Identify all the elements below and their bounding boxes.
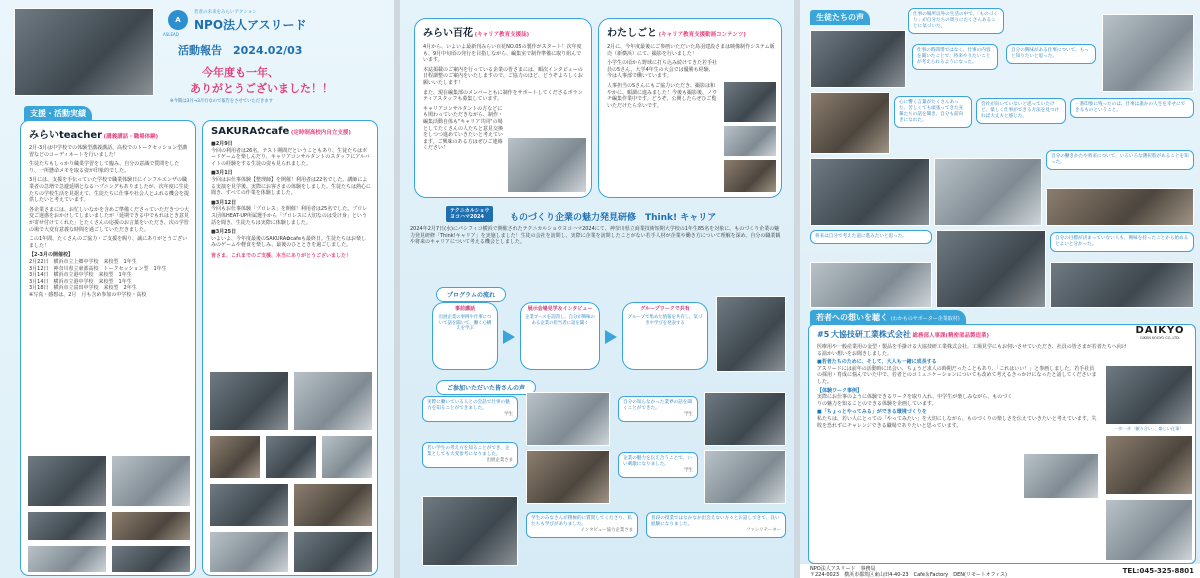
students-tab: 生徒たちの声 — [810, 10, 870, 25]
student-voice-bubble: 会社が向いていないと思っていたけど、楽しく仕事ができる方法を見つければ大丈夫と感じた。 — [976, 98, 1066, 124]
mirai-subtitle: (講義講話・職場体験) — [103, 134, 159, 140]
voice-bubble: 学生のみなさんが積極的に質問してくださり、私たちも学びがありました。 インタビュー協力企業さま — [526, 512, 638, 538]
hyakka-title: みらい百花 — [423, 28, 473, 39]
voice-bubble: 企業の魅力を伝え合うことで、いい刺激になりました。 学生 — [618, 452, 698, 478]
students-photo — [1102, 14, 1194, 92]
cafe-photo — [293, 371, 373, 431]
schedule-title: 【2-3月の開催校】 — [29, 252, 74, 259]
panel-right — [800, 0, 1200, 578]
classroom-photo — [111, 545, 191, 573]
event-photo — [704, 392, 786, 446]
panel-left — [0, 0, 394, 578]
students-photo — [810, 158, 930, 226]
mirai-p4: 各企業さまには、お忙しいなかを含めご準備くださっていただきつつ大変ご迷惑をおかけしてしまいましたが「延期できる中でもれはとき意見が寄せ付けてくれた」とたくさんの応援のお言葉をいただき、次の学習の場で大変有意義な時間を過ごしていただきました。 — [29, 206, 190, 233]
flow-arrow-icon — [503, 330, 515, 344]
footer-address: 〒224-0023 横浜市都筑区東山田4-40-23 Café＆Factory DEN(リモートオフィス) — [810, 572, 1007, 578]
hyakka-p2: 本誌掲載のご案内を行っている企業の皆さまには、順次インタビューの日程調整のご案内をいたしますので、ご協力のほど、どうぞよろしくお願いいたします！ — [423, 66, 583, 86]
mirai-p5: この1年間、たくさんのご協力・ご支援を賜り、誠にありがとうございました！ — [29, 236, 188, 249]
schedule-row: 3月18日 横浜市立富田中学校 来校型 2年生 — [29, 285, 137, 292]
student-voice-bubble: 仕事の場所以外の生活の中で、「ものづくり」が自分たちの周りにたくさんあることに気づいた。 — [908, 8, 1004, 34]
student-voice-bubble: 仕事の時間帯ではなく、仕事の内容を聞いたことで、将来やりたいことが考えられるようになった。 — [912, 44, 998, 70]
factory-photo — [1105, 365, 1193, 425]
wakamono-tab: 若者への想いを聴く (わかものサポーター企業取材) — [810, 310, 966, 325]
schedule-note: ※写真・感想は、2月 月も含め参加の中学校・高校 — [29, 291, 147, 298]
students-photo — [1046, 188, 1194, 226]
voice-bubble: 若い学生の考え方を知ることができ、企業としても大変参考になりました。 出展企業さま — [422, 442, 518, 468]
hyakka-p4: キャリアコンサルタントの方などにも関わっていただきながら、制作・編集活動自体も"キャリア共同"の場としてたくさんの人たちと意見交換をしつつ進めていきたいと考えています。ご興味のある方はぜひご連絡ください！ — [423, 105, 504, 152]
wakamono-p2: アスリードには前年の活動時に出会い、ちょうど求人の時期だったこともあり、「これはいい！」と参画しました。若手社員の採用・育成に悩んでいた中で、若者とのコミュニケーションについても改めて考えるきっかけになったと話してくださいました。 — [817, 365, 1097, 385]
classroom-photo — [27, 511, 107, 541]
flow-step-3: グループワークで共有 グループで集めた情報を共有し、気づきや学びを発表する — [622, 302, 708, 370]
mirai-p3: 3月には、支援を手伝っていた学校で職業体験日にインフルエンザの職業者の急増で急遽延期となるハプニングもありましたが、次年度に生徒たちの学校生活を見据えて、生徒たちに仕事や社会人とふれる機会を提供したいと考えています。 — [29, 177, 189, 204]
report-note: ※今期は3月→3月行なので報告をさせていただきます — [170, 99, 273, 104]
cafe-photo — [293, 483, 373, 527]
sakura-title: SAKURA✿cafe — [211, 126, 290, 137]
hyakka-p1: 4月から、いよいよ最新刊みらい百花NO.05の製作がスタート！次年度も、9月中旬頃の発行を目指しながら、編集室で制作準備に取り組んでいます。 — [423, 44, 582, 64]
factory-photo — [1105, 435, 1193, 495]
wakamono-h1: ■若者たちのために、そして、大人も一緒に成長する — [817, 359, 937, 366]
student-voice-bubble: 将来は自分で考えた道に進みたいと思った。 — [810, 230, 932, 244]
students-photo — [936, 230, 1046, 308]
voice-bubble: 自分の知らなかった業界の話を聞くことができた。 学生 — [618, 396, 698, 422]
event-photo — [526, 450, 610, 504]
student-voice-bubble: 自分の興味がある仕事について、もっと知りたいと思った。 — [1006, 44, 1096, 64]
schedule-row: 3月14日 横浜市立港中学校 来校型 1年生 — [29, 278, 132, 285]
student-voice-bubble: 自分の目標が決まっていない人も、興味を持ったことから始めるとよいと分かった。 — [1050, 232, 1194, 252]
panel-middle — [400, 0, 794, 578]
classroom-photo — [111, 511, 191, 541]
event-photo — [526, 392, 610, 446]
flow-tab: プログラムの流れ — [436, 287, 506, 302]
company-name: 大協技研工業株式会社 — [830, 330, 911, 339]
org-name: NPO法人アスリード — [194, 18, 307, 32]
hyakka-box — [414, 18, 592, 198]
footer — [800, 564, 1200, 578]
daikyo-logo: DAIKYO GIKEN KOGYO CO.,LTD. — [1135, 325, 1185, 340]
mirai-title: みらいteacher — [29, 130, 103, 141]
mirai-teacher-box — [20, 120, 196, 576]
wakamono-box — [808, 324, 1196, 564]
watashigoto-title: わたしごと — [607, 28, 657, 39]
mirai-p1: 2月-3月は中学校での体験型講義講話、高校でのトークセッション型講習などのコーディネートを行いました！ — [29, 145, 188, 158]
sakura-date: ■3月1日 — [211, 170, 233, 177]
sakura-date: ■3月12日 — [211, 199, 237, 206]
magazine-photo — [507, 137, 587, 193]
watashigoto-box — [598, 18, 782, 198]
sakura-thanks: 皆さま、これまでのご支援、本当にありがとうございました！ — [211, 252, 352, 259]
logo-caption: ASLEAD — [163, 32, 179, 37]
wakamono-p4: 私たちは、若い人にとっての「やってみたい」を大切にしながら、ものづくりの楽しさを伝えていきたいと考えています。失敗を恐れずにチャレンジできる職場でありたいと思っています。 — [817, 415, 1097, 429]
watashigoto-subtitle: (キャリア教育支援動画コンテンツ) — [658, 32, 746, 38]
cafe-photo — [293, 531, 373, 573]
interview-photo — [723, 125, 777, 157]
students-photo — [934, 158, 1042, 226]
interview-photo — [723, 81, 777, 123]
group-photo — [14, 8, 154, 96]
classroom-photo — [27, 545, 107, 573]
sakura-date: ■3月25日 — [211, 229, 237, 236]
student-voice-bubble: 自分の働きかたや将来について、いろいろな選択肢があることを知った。 — [1046, 150, 1194, 170]
think-title: ものづくり企業の魅力発見研修 Think! キャリア — [510, 213, 717, 223]
event-photo — [422, 496, 518, 566]
sakura-text: 今回の利用者は26名。テスト期間だということもあり、生徒たちはボードゲームを楽しんだり、キャリアコンサルタントのスタッフにアルバイトの経験をする生徒の姿も見られました。 — [211, 147, 370, 167]
students-photo — [1050, 262, 1194, 308]
hyakka-p3: また、現在編集部のメンバーともに制作をサポートしてくださるボランティアスタッフも募集しています。 — [423, 89, 583, 103]
footer-tel: TEL:045-325-8801 — [1122, 567, 1194, 575]
hyakka-subtitle: (キャリア教育支援誌) — [474, 32, 530, 38]
wakamono-h3: ■「ちょっとやってみる」ができる環境づくりを — [817, 409, 927, 416]
cafe-photo — [321, 435, 373, 479]
footer-org: NPO法人アスリード 事務局 — [810, 566, 876, 572]
greeting-line1: 今年度も一年、 — [202, 66, 279, 79]
students-photo — [810, 92, 890, 154]
flow-step-2: 展示会場見学＆インタビュー 企業ブースを訪問し、自分が興味のある企業の担当者に話を聞く — [520, 302, 600, 370]
wakamono-p1: 医療用や一般産業用の金型・製品を手掛ける大協技研工業株式会社。工場見学にもお伺いさせていただき、社員の皆さまが若者たちへ向ける温かい想いをお聞きしました。 — [817, 344, 1127, 357]
student-voice-bubble: 一番印象に残ったのは、仕事は誰かの人生を幸せにできるものということ。 — [1070, 98, 1194, 118]
org-tagline: 若者の未来をみらいアクション — [194, 10, 257, 15]
watashigoto-p2: 小学生の頃から野球に打ち込み続けてきた若手社員の5さん。大学4年生の大会では優勝も経験、今は人事部で働いています。 — [607, 60, 718, 80]
sakura-text: 今回はお仕事体験【整理師】を開催！利用者は22名でした。講師による実演を見学後、実際にお客さまの体験をしました。生徒たちは熱心に聞き、すべての作業を体験しました。 — [211, 176, 372, 197]
photo-caption: 一歩一歩「頼り合い」、楽しい仕事！ — [1114, 426, 1184, 431]
voices-tab: ご参加いただいた皆さんの声 — [436, 380, 536, 395]
students-photo — [810, 262, 932, 308]
sakura-text: いよいよ、今年度最後のSAKURA✿cafeも最終日。生徒たちはお楽しみのゲームや軽食を楽しみ、最後のひとときを過ごしました。 — [211, 235, 367, 249]
student-voice-bubble: 心に響く言葉がたくさんあった。苦しくても頑張ってきた先輩たちの話を聞き、自分も前向きになれた。 — [894, 96, 972, 128]
factory-photo — [1023, 453, 1099, 499]
wakamono-h2: 【体験ワーク事例】 — [817, 387, 863, 394]
support-tab: 支援・活動実績 — [24, 106, 92, 121]
company-desc: 総務部人事課(精密部品製造業) — [912, 333, 989, 339]
students-photo — [810, 30, 906, 88]
cafe-photo — [209, 435, 261, 479]
schedule-row: 3月12日 神奈川県立東部高校 トークセッション型 1年生 — [29, 265, 167, 272]
think-body: 2024年2月7日(水)にパシフィコ横浜で開催されたテクニカルショウヨコハマ2024にて、神奈川県立商業技術短期大学校の1年生85名を対象に、ものづくり企業の魅力発見研修「Think!キャリア」を実施しました！生徒の会社を訪問し、実際に企業を訪問したことがない若手人材が企業や働き方について理解を深め、自分の職業観や将来のキャリアについて考える機会としました。 — [410, 226, 781, 246]
wakamono-p3: 実際にお仕事のように体験できるワークを取り入れ、中学生が楽しみながら、ものづくりの魅力を知ることのできる体験を企画しています。 — [817, 394, 1013, 407]
cafe-photo — [209, 531, 289, 573]
sakura-text: 今回もお仕事体験「プロレス」を開催！利用者は25名でした。プロレス団体HEAT-UP所属選手から「プロレスに大切なのは受け身」という話を聞き、生徒たちは実際に体験しました。 — [211, 206, 368, 226]
schedule-row: 3月14日 横浜市立港中学校 来校型 1年生 — [29, 272, 132, 279]
company-no: #5 — [817, 330, 830, 339]
classroom-photo — [27, 455, 107, 507]
voice-bubble: 普段の授業ではなかなか出会えない方々とお話しできて、良い経験になりました。 ファシリテーター — [646, 512, 786, 538]
flow-arrow-icon — [605, 330, 617, 344]
sakura-cafe-box — [202, 120, 378, 576]
classroom-photo — [111, 455, 191, 507]
mirai-p2: 生徒たちもしっかり職業学習をして臨み、自分の意識で質問をしたり、一所懸命メモを取る姿が印象的でした。 — [29, 161, 180, 174]
watashigoto-p3: 人事担当のSさんにもご協力いただき、撮影は和やかに、順調に進みました！今後も撮影後、ノウチ編集作業中です。どうぞ、公開したらぜひご覧いただけたら幸いです。 — [607, 82, 718, 109]
tech-show-badge: テクニカルショウ ヨコハマ2024 — [446, 206, 493, 222]
cafe-photo — [209, 371, 289, 431]
org-logo-icon: A — [168, 10, 188, 30]
cafe-photo — [209, 483, 289, 527]
factory-photo — [1105, 499, 1193, 561]
interview-photo — [723, 159, 777, 193]
schedule-row: 2月22日 横浜市立上郷中学校 来校型 1年生 — [29, 258, 137, 265]
flow-step-1: 事前講話 出展企業の事例や仕事について話を聞いて、働く心構えを学ぶ — [432, 302, 498, 370]
greeting-line2: ありがとうございました！！ — [190, 82, 333, 95]
event-photo — [716, 296, 786, 372]
report-title: 活動報告 2024.02/03 — [178, 44, 303, 57]
sakura-subtitle: (定時制高校内自立支援) — [290, 130, 351, 136]
cafe-photo — [265, 435, 317, 479]
watashigoto-p1: 2月に、今年度最後にご参画いただいた鳥羽建設さまは映像制作システム販売（新横浜）にて、撮影を行いました！ — [607, 44, 775, 57]
sakura-date: ■2月9日 — [211, 141, 233, 147]
voice-bubble: 実際に働いている人との会話で仕事の魅力を知ることができました。 学生 — [422, 396, 518, 422]
event-photo — [704, 450, 786, 504]
